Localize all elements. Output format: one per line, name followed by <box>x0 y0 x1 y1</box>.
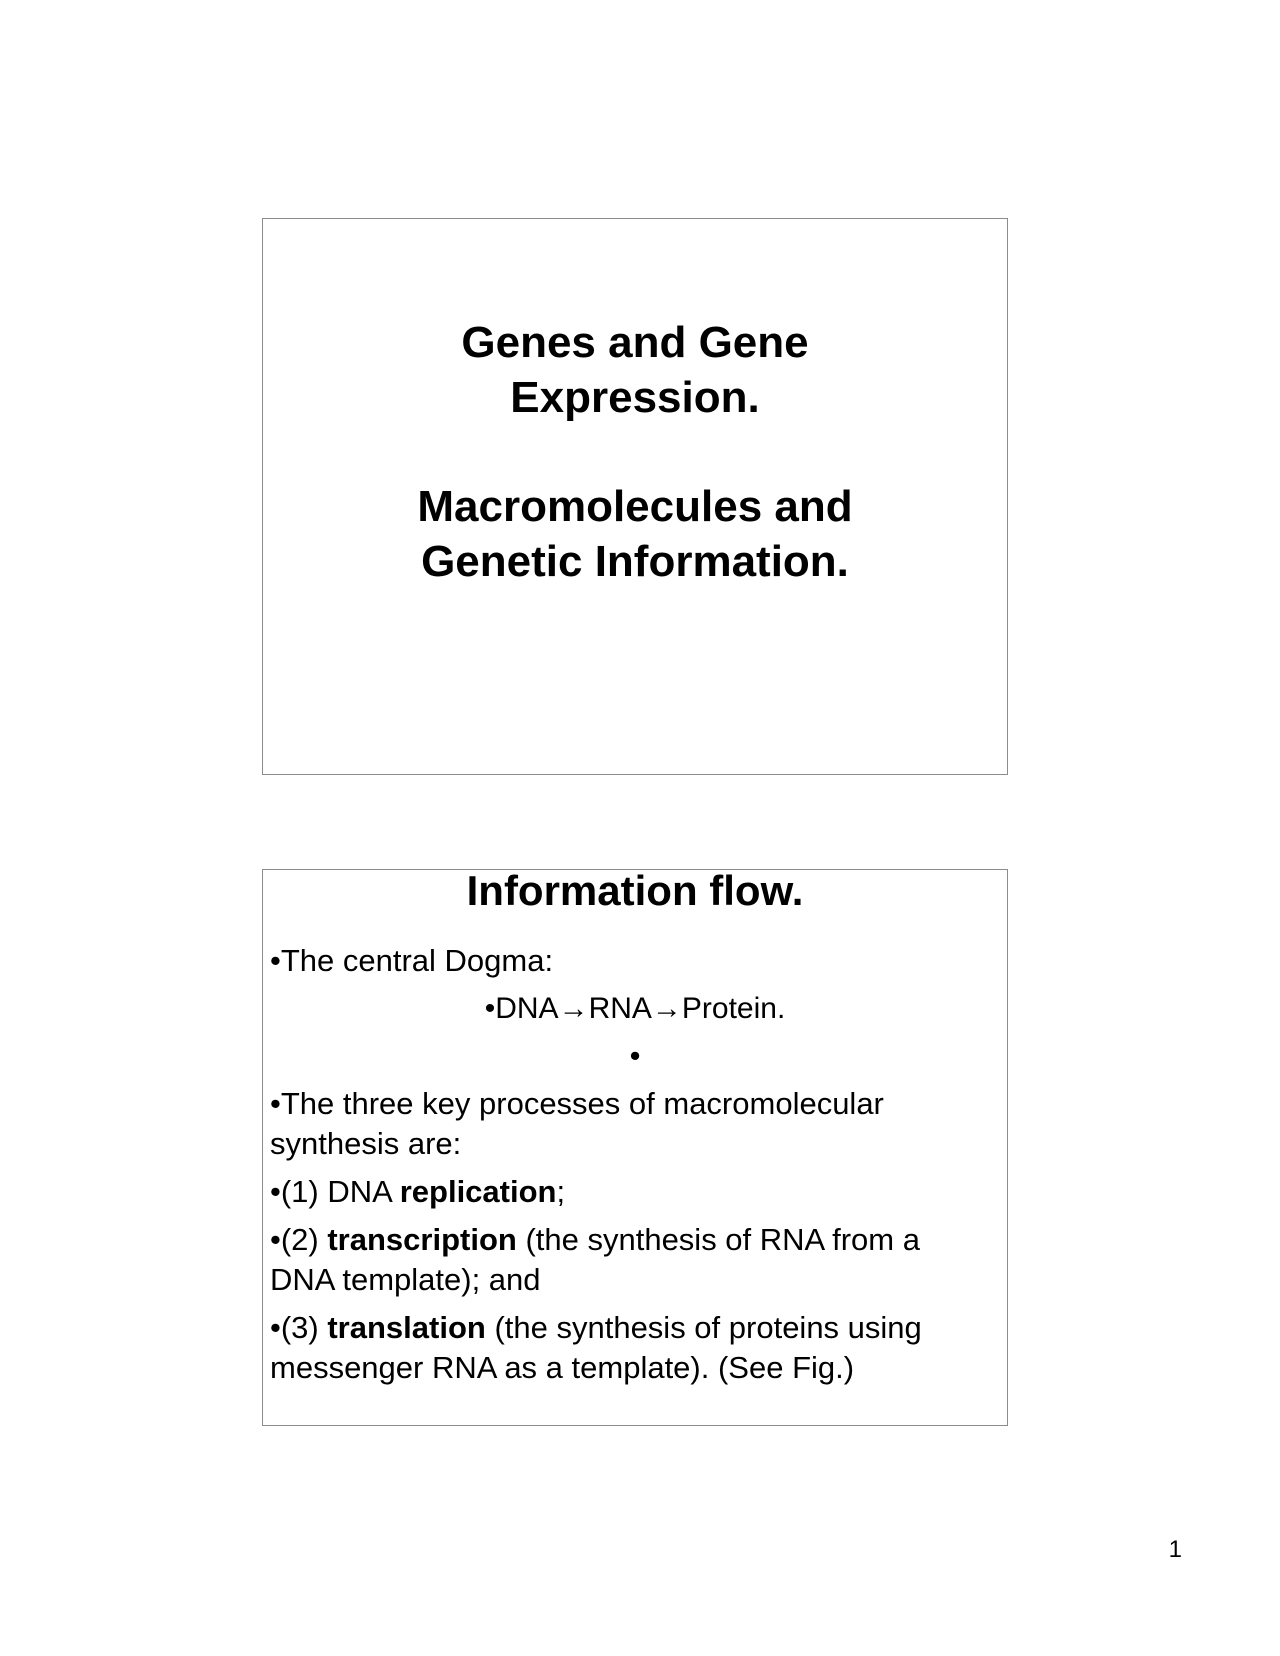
list-item-translation <box>270 1308 997 1348</box>
list-item-transcription-cont: DNA template); and <box>270 1262 541 1297</box>
slide-1-subtitle-line-2: Genetic Information. <box>421 537 849 586</box>
slide-2 <box>262 869 1008 1426</box>
central-dogma-label: •The central Dogma: <box>270 943 554 978</box>
list-item-transcription <box>270 1220 997 1260</box>
list-item-translation-cont: messenger RNA as a template). (See Fig.) <box>270 1350 855 1385</box>
flow-protein: Protein. <box>681 992 786 1025</box>
item-3-prefix: •(3) <box>270 1310 328 1345</box>
item-3-term: translation <box>327 1310 486 1345</box>
intro-line-1: •The three key processes of macromolecular <box>270 1086 884 1121</box>
slide-1-title-line-2: Expression. <box>510 373 760 422</box>
page-number: 1 <box>1168 1536 1182 1563</box>
flow-bullet: • <box>484 992 496 1025</box>
item-1-term: replication <box>399 1174 557 1209</box>
item-1-prefix: •(1) DNA <box>270 1174 400 1209</box>
item-2-term: transcription <box>327 1222 517 1257</box>
central-dogma-flow <box>263 989 1007 1029</box>
slide-1-subtitle-line-1: Macromolecules and <box>417 482 853 531</box>
slide-1-title <box>263 315 1007 425</box>
item-3-suffix: (the synthesis of proteins using <box>485 1310 922 1345</box>
slide-1 <box>262 218 1008 775</box>
list-item-replication <box>270 1172 997 1212</box>
intro-line-2: synthesis are: <box>270 1126 462 1161</box>
arrow-right-icon: → <box>558 992 589 1025</box>
slide-1-title-line-1: Genes and Gene <box>461 318 809 367</box>
flow-rna: RNA <box>588 992 652 1025</box>
item-1-suffix: ; <box>556 1174 566 1209</box>
item-2-suffix: (the synthesis of RNA from a <box>516 1222 920 1257</box>
flow-dna: DNA <box>495 992 559 1025</box>
empty-bullet: • <box>629 1038 641 1073</box>
slide-1-subtitle <box>263 479 1007 589</box>
arrow-right-icon: → <box>651 992 682 1025</box>
item-2-prefix: •(2) <box>270 1222 328 1257</box>
slide-2-heading: Information flow. <box>466 867 804 914</box>
